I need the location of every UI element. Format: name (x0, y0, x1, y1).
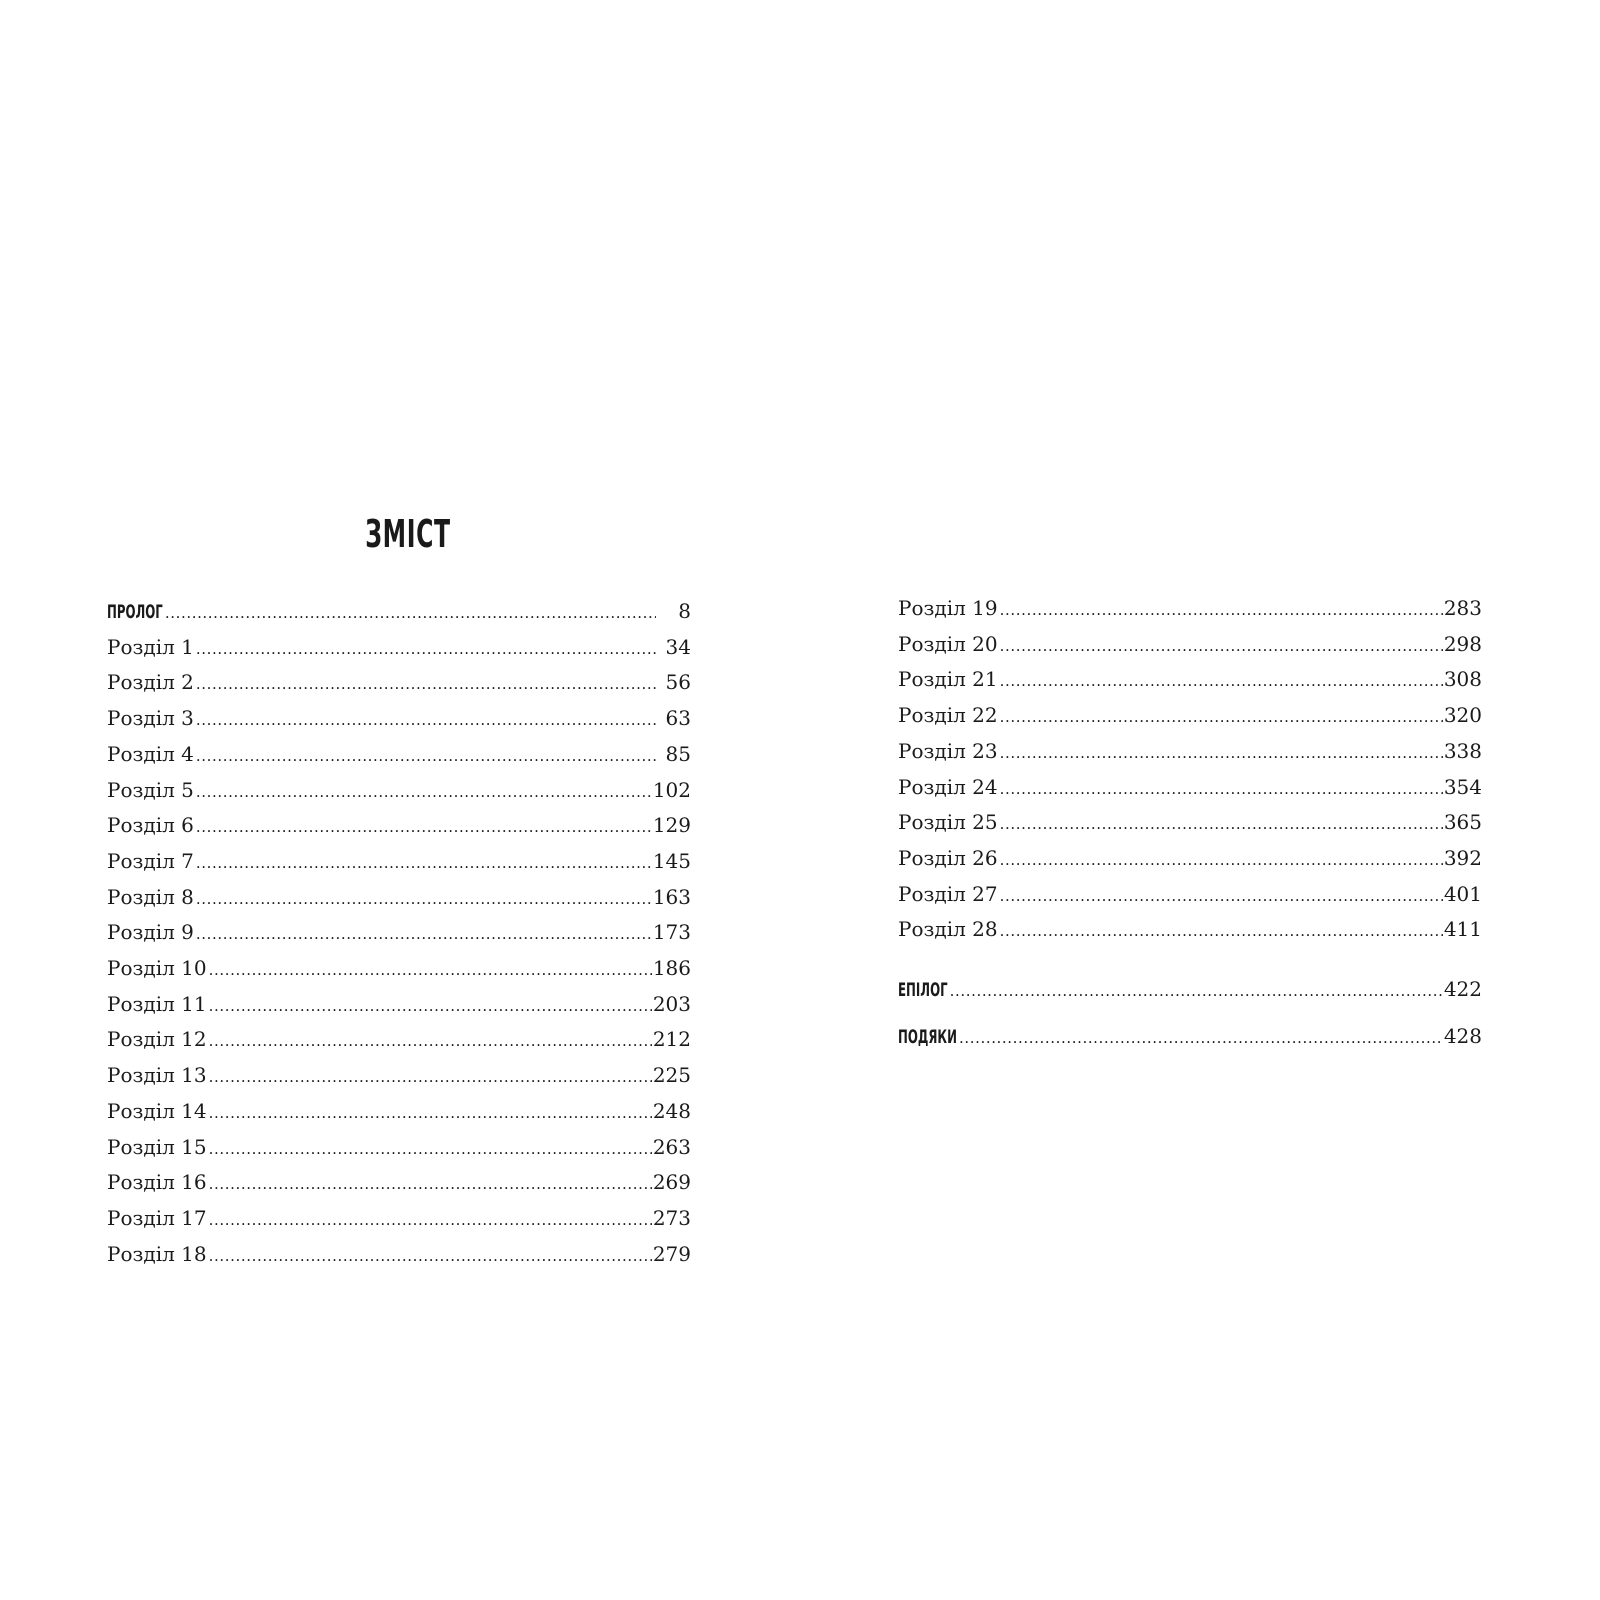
dot-leader (196, 777, 652, 807)
dot-leader (1000, 666, 1443, 696)
dot-leader (209, 1169, 652, 1199)
dot-leader (196, 669, 656, 699)
dot-leader (1000, 595, 1443, 625)
toc-entry-page-number: 298 (1443, 631, 1482, 656)
toc-entry-label: Розділ 5 (107, 777, 194, 802)
dot-leader (196, 919, 652, 949)
toc-entry-label: Розділ 15 (107, 1134, 207, 1159)
toc-entry-page-number: 338 (1443, 738, 1482, 763)
toc-entry (898, 807, 1482, 837)
toc-entry-page-number: 203 (652, 991, 691, 1016)
toc-entry-label: Розділ 18 (107, 1241, 207, 1266)
toc-entry-page-number: 186 (652, 956, 691, 980)
toc-entry-label: Розділ 19 (898, 596, 998, 620)
toc-entry (107, 703, 691, 733)
toc-entry (107, 917, 691, 947)
toc-entry-label: ПРОЛОГ (107, 601, 163, 623)
toc-entry (898, 593, 1482, 623)
toc-entry-label: Розділ 11 (107, 991, 207, 1016)
toc-entry-page-number: 173 (652, 920, 691, 945)
toc-entry-label: Розділ 7 (107, 848, 194, 873)
toc-entry (107, 882, 691, 912)
dot-leader (209, 1098, 652, 1128)
dot-leader (209, 1241, 652, 1271)
toc-entry (107, 1132, 691, 1162)
dot-leader (209, 1205, 652, 1235)
toc-entry-label: Розділ 27 (898, 881, 998, 906)
toc-entry-label: Розділ 22 (898, 703, 998, 728)
toc-entry (107, 1167, 691, 1197)
toc-entry-page-number: 225 (652, 1063, 691, 1088)
toc-entry-label: ПОДЯКИ (898, 1026, 957, 1048)
toc-entry (107, 1060, 691, 1090)
toc-entry-label: Розділ 10 (107, 956, 207, 980)
dot-leader (196, 812, 652, 842)
toc-entry-page-number: 269 (652, 1170, 691, 1195)
toc-entry (107, 846, 691, 876)
dot-leader (196, 884, 652, 914)
toc-entry (107, 989, 691, 1019)
dot-leader (196, 848, 652, 878)
toc-entry-label: Розділ 3 (107, 706, 194, 731)
dot-leader (1000, 809, 1443, 839)
toc-entry-label: ЕПІЛОГ (898, 979, 948, 1001)
toc-entry-page-number: 411 (1443, 917, 1482, 942)
dot-leader (209, 955, 652, 985)
toc-entry (898, 1021, 1482, 1051)
toc-entry-label: Розділ 21 (898, 667, 998, 692)
toc-entry-page-number: 428 (1443, 1024, 1482, 1048)
dot-leader (209, 1062, 652, 1092)
toc-entry-page-number: 354 (1443, 774, 1482, 799)
toc-entry-page-number: 401 (1443, 881, 1482, 906)
toc-entry-label: Розділ 24 (898, 774, 998, 799)
dot-leader (1000, 845, 1443, 875)
toc-entry-label: Розділ 14 (107, 1098, 207, 1123)
toc-entry (898, 843, 1482, 873)
toc-entry-page-number: 102 (652, 777, 691, 802)
toc-entry-page-number: 273 (652, 1205, 691, 1230)
toc-entry-page-number: 34 (665, 634, 691, 659)
dot-leader (1000, 631, 1443, 661)
toc-entry-label: Розділ 9 (107, 920, 194, 945)
dot-leader (950, 976, 1443, 1006)
toc-entry-page-number: 8 (678, 599, 691, 623)
toc-entry-page-number: 56 (665, 670, 691, 695)
toc-entry-page-number: 163 (652, 884, 691, 909)
dot-leader (1000, 916, 1443, 946)
toc-entry (107, 810, 691, 840)
toc-entry-page-number: 308 (1443, 667, 1482, 692)
toc-entry-label: Розділ 6 (107, 813, 194, 838)
toc-entry-page-number: 392 (1443, 845, 1482, 870)
toc-entry (898, 879, 1482, 909)
toc-entry (107, 1024, 691, 1054)
toc-entry-label: Розділ 25 (898, 810, 998, 835)
toc-entry-page-number: 365 (1443, 810, 1482, 835)
toc-entry-label: Розділ 26 (898, 845, 998, 870)
toc-entry (898, 772, 1482, 802)
toc-entry (107, 953, 691, 983)
toc-entry (107, 596, 691, 626)
dot-leader (196, 634, 656, 664)
toc-entry (898, 736, 1482, 766)
toc-entry-page-number: 145 (652, 848, 691, 873)
toc-entry-page-number: 85 (665, 741, 691, 766)
toc-entry (107, 1239, 691, 1269)
toc-entry-label: Розділ 12 (107, 1027, 207, 1052)
toc-entry-page-number: 248 (652, 1098, 691, 1123)
dot-leader (1000, 702, 1443, 732)
toc-entry (107, 739, 691, 769)
toc-entry (898, 664, 1482, 694)
toc-entry-label: Розділ 16 (107, 1170, 207, 1195)
toc-entry-label: Розділ 1 (107, 634, 194, 659)
dot-leader (1000, 774, 1443, 804)
toc-entry (107, 1096, 691, 1126)
toc-entry (107, 667, 691, 697)
dot-leader (209, 1134, 652, 1164)
toc-entry-page-number: 422 (1443, 977, 1482, 1001)
toc-entry-page-number: 320 (1443, 703, 1482, 728)
toc-entry (898, 629, 1482, 659)
toc-entry (898, 974, 1482, 1004)
toc-entry (898, 914, 1482, 944)
toc-entry-page-number: 212 (652, 1027, 691, 1052)
dot-leader (1000, 881, 1443, 911)
dot-leader (209, 1026, 652, 1056)
toc-entry-label: Розділ 2 (107, 670, 194, 695)
toc-entry (107, 1203, 691, 1233)
toc-entry-label: Розділ 17 (107, 1205, 207, 1230)
toc-entry-label: Розділ 20 (898, 631, 998, 656)
dot-leader (1000, 738, 1443, 768)
toc-entry-label: Розділ 28 (898, 917, 998, 942)
toc-entry-label: Розділ 8 (107, 884, 194, 909)
toc-entry (898, 700, 1482, 730)
toc-entry-page-number: 279 (652, 1241, 691, 1266)
toc-entry-label: Розділ 4 (107, 741, 194, 766)
dot-leader (959, 1023, 1443, 1053)
toc-entry (107, 632, 691, 662)
toc-entry-label: Розділ 13 (107, 1063, 207, 1088)
toc-entry-page-number: 263 (652, 1134, 691, 1159)
toc-entry-page-number: 129 (652, 813, 691, 838)
toc-entry-page-number: 63 (665, 706, 691, 731)
toc-entry-label: Розділ 23 (898, 738, 998, 763)
dot-leader (196, 741, 656, 771)
dot-leader (196, 705, 656, 735)
toc-entry-page-number: 283 (1443, 596, 1482, 620)
page-title: ЗМІСТ (365, 512, 451, 556)
toc-entry (107, 775, 691, 805)
dot-leader (209, 991, 652, 1021)
dot-leader (165, 598, 656, 628)
